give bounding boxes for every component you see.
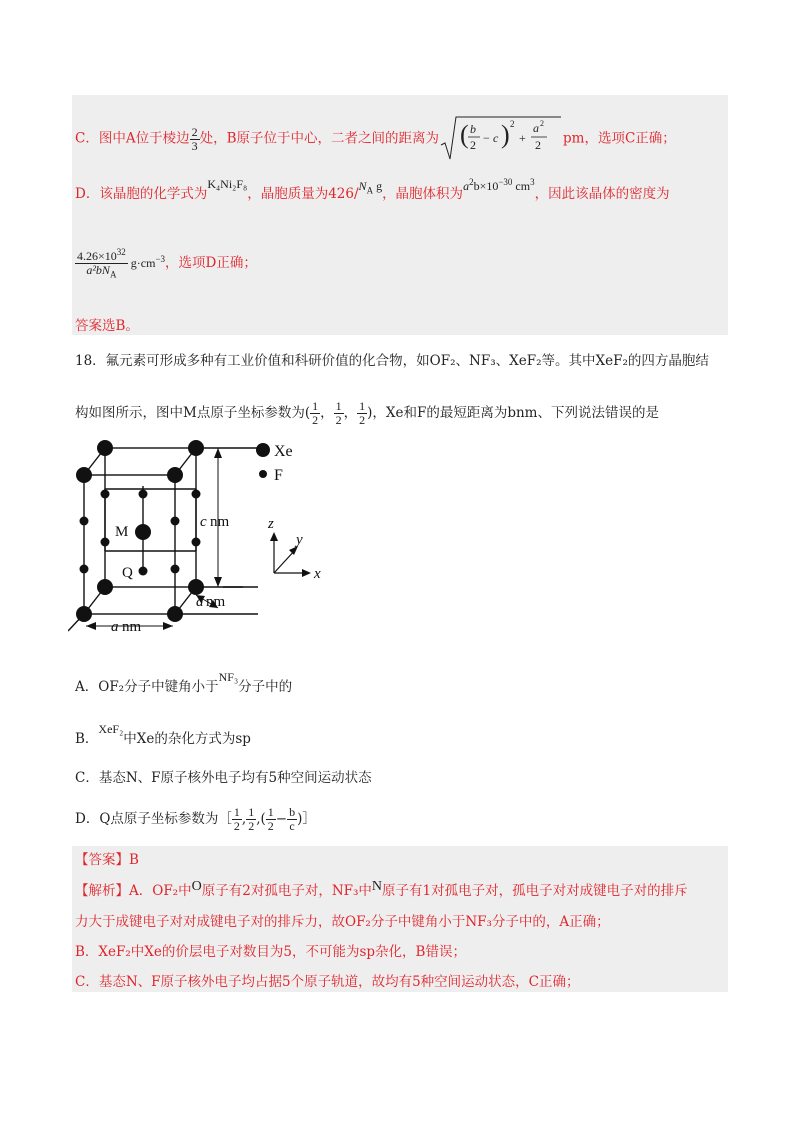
svg-text:+: +: [519, 131, 526, 145]
option-c: C．基态N、F原子核外电子均有5种空间运动状态: [75, 770, 372, 786]
svg-text:a: a: [196, 594, 204, 610]
legend-f: F: [274, 467, 283, 484]
axis-y: y: [296, 532, 303, 548]
option-a: A．OF₂分子中键角小于NF₃分子中的: [75, 670, 293, 695]
question-18-line1: 18．氟元素可形成多种有工业价值和科研价值的化合物，如OF₂、NF₃、XeF₂等。其中XeF₂的四方晶胞结: [75, 353, 709, 369]
svg-text:a: a: [111, 619, 119, 635]
density-expression: $\frac{4.26\times 10^{32}}{a^2bN_A}$ $g\cdot cm^{-3}$，选项D正确；: [77, 247, 257, 280]
svg-text:2: 2: [510, 119, 515, 129]
sqrt-b: b: [470, 122, 477, 136]
svg-text:nm: nm: [122, 619, 142, 635]
svg-text:c: c: [493, 131, 499, 145]
option-b: B．XeF₂中Xe的杂化方式为sp: [75, 722, 251, 747]
distance-sqrt-expression: [439, 115, 563, 163]
density-unit: $g\cdot cm^{-3}$: [130, 254, 166, 271]
option-c-explanation: C．图中A位于棱边 $\frac{2}{3}$ 处，B原子位于中心，二者之间的距离为 ( b 2 − c ) 2 + a 2 2 pm，选项C正确；: [75, 115, 676, 163]
svg-text:2: 2: [535, 138, 542, 152]
label-m: M: [115, 524, 129, 540]
option-d-explanation: D．该晶胞的化学式为K₄Ni₂F₈，晶胞质量为$426/N_A$ g，晶胞体积为$a^2b\times 10^{-30}$ $cm^3$，因此该晶体的密度为: [75, 177, 670, 202]
solution-line2: 力大于成键电子对对成键电子对的排斥力，故OF₂分子中键角小于NF₃分子中的，A正确；: [75, 914, 610, 930]
cell-volume: $a^2b\times 10^{-30}$ $cm^3$: [463, 177, 535, 193]
option-d: D．Q点原子坐标参数为［ $\frac{1}{2}$ , $\frac{1}{2}$ ,( $\frac{1}{2}$ − $\frac{b}{c}$ )］: [75, 805, 316, 833]
label-c: c: [200, 514, 207, 530]
svg-text:−: −: [483, 131, 490, 145]
xef2-unit-cell-figure: [68, 436, 338, 636]
label-q: Q: [122, 565, 133, 581]
formula-k4ni2f8: K₄Ni₂F₈: [207, 177, 248, 191]
previous-answer: 答案选B。: [75, 318, 139, 334]
avogadro-na: $N_A$ g: [358, 179, 383, 196]
axis-z: z: [268, 516, 274, 532]
axis-x: x: [314, 566, 321, 582]
legend-xe-marker: [256, 443, 270, 457]
legend-f-marker: [259, 470, 267, 478]
density-fraction: $\frac{4.26\times 10^{32}}{a^2bN_A}$: [77, 247, 126, 280]
svg-text:2: 2: [540, 119, 545, 128]
svg-text:): ): [501, 120, 510, 149]
solution-line1: 【解析】A．OF₂中O原子有2对孤电子对，NF₃中N原子有1对孤电子对，孤电子对对成键电子对的排斥: [75, 879, 688, 899]
svg-text:a: a: [533, 121, 540, 135]
svg-text:(: (: [460, 120, 469, 149]
solution-line4: C．基态N、F原子核外电子均占据5个原子轨道，故均有5种空间运动状态，C正确；: [75, 974, 580, 990]
svg-text:2: 2: [470, 138, 477, 152]
question-18-line2: 构如图所示，图中M点原子坐标参数为( $\frac{1}{2}$ ， $\frac{1}{2}$ ， $\frac{1}{2}$ )，Xe和F的最短距离为bnm、下列说法错误的是: [75, 399, 659, 427]
svg-text:nm: nm: [206, 594, 226, 610]
svg-text:nm: nm: [210, 514, 230, 530]
solution-answer: 【答案】B: [75, 852, 139, 868]
legend-xe: Xe: [274, 443, 293, 460]
solution-line3: B．XeF₂中Xe的价层电子对数目为5，不可能为sp杂化，B错误；: [75, 944, 466, 960]
fraction-two-thirds: $\frac{2}{3}$: [191, 124, 198, 153]
